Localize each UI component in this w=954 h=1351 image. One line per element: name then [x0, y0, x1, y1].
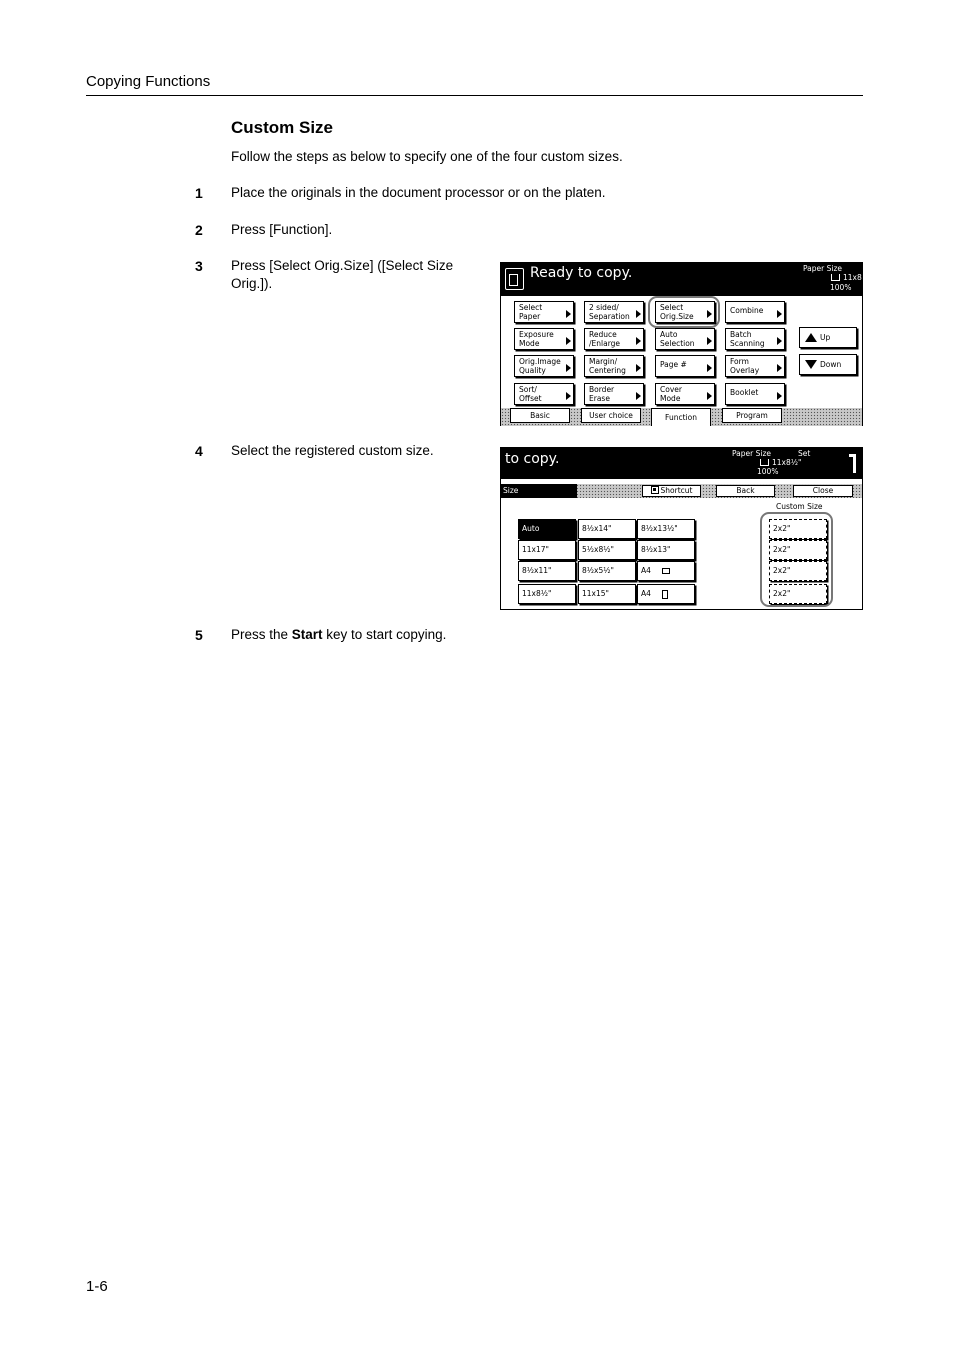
paper-tray-icon [831, 274, 840, 281]
size-title: Size [501, 484, 577, 498]
size-button[interactable]: 11x15" [578, 584, 636, 604]
section-title: Custom Size [231, 118, 334, 137]
page-number-button[interactable]: Page # [655, 355, 715, 377]
arrow-right-icon [707, 337, 712, 345]
custom-size-button[interactable]: 2x2" [769, 584, 827, 604]
size-button[interactable]: 11x8½" [518, 584, 576, 604]
arrow-right-icon [777, 364, 782, 372]
paper-size-value: 11x8½" [760, 458, 801, 467]
size-button[interactable]: 8½x14" [578, 519, 636, 539]
step-number: 1 [195, 185, 203, 201]
running-header: Copying Functions [86, 73, 211, 90]
close-button[interactable]: Close [793, 485, 853, 497]
arrow-right-icon [777, 337, 782, 345]
combine-button[interactable]: Combine [725, 301, 785, 323]
size-auto-button[interactable]: Auto [518, 519, 576, 539]
cover-mode-button[interactable]: Cover Mode [655, 383, 715, 405]
highlight-ring [648, 296, 720, 328]
step-number: 3 [195, 258, 203, 274]
form-overlay-button[interactable]: Form Overlay [725, 355, 785, 377]
back-button[interactable]: Back [716, 485, 775, 497]
reduce-enlarge-button[interactable]: Reduce /Enlarge [584, 328, 644, 350]
arrow-right-icon [636, 392, 641, 400]
arrow-right-icon [566, 392, 571, 400]
status-message: to copy. [505, 451, 560, 467]
copy-count-digit [853, 454, 856, 473]
arrow-right-icon [707, 364, 712, 372]
arrow-right-icon [777, 310, 782, 318]
exposure-mode-button[interactable]: Exposure Mode [514, 328, 574, 350]
original-size-screen-panel [500, 447, 863, 610]
2-sided-separation-button[interactable]: 2 sided/ Separation [584, 301, 644, 323]
down-button[interactable]: Down [799, 354, 857, 375]
size-button[interactable]: 8½x13" [637, 540, 695, 560]
tab-user-choice[interactable]: User choice [581, 408, 641, 423]
shortcut-button[interactable]: Shortcut [642, 485, 701, 497]
panel-status-bar [501, 448, 862, 479]
size-button[interactable]: 5½x8½" [578, 540, 636, 560]
step-number: 4 [195, 443, 203, 459]
set-label: Set [798, 449, 811, 458]
border-erase-button[interactable]: Border Erase [584, 383, 644, 405]
sort-offset-button[interactable]: Sort/ Offset [514, 383, 574, 405]
step-text: Press [Function]. [231, 222, 333, 237]
custom-size-button[interactable]: 2x2" [769, 561, 827, 581]
panel-status-bar [501, 263, 862, 296]
arrow-right-icon [777, 392, 782, 400]
size-button[interactable]: 11x17" [518, 540, 576, 560]
booklet-button[interactable]: Booklet [725, 383, 785, 405]
up-button[interactable]: Up [799, 327, 857, 348]
arrow-right-icon [566, 337, 571, 345]
paper-size-label: Paper Size [732, 449, 772, 458]
intro-text: Follow the steps as below to specify one of the four custom sizes. [231, 149, 623, 164]
arrow-right-icon [566, 364, 571, 372]
batch-scanning-button[interactable]: Batch Scanning [725, 328, 785, 350]
highlight-ring [760, 512, 833, 607]
arrow-down-icon [805, 360, 817, 369]
arrow-right-icon [636, 337, 641, 345]
step-number: 2 [195, 222, 203, 238]
step-number: 5 [195, 627, 203, 643]
select-paper-button[interactable]: Select Paper [514, 301, 574, 323]
document-icon [505, 268, 524, 290]
step-text: Press [Select Orig.Size] ([Select Size Orig.]). [231, 258, 454, 291]
tab-program[interactable]: Program [722, 408, 782, 423]
select-orig-size-button[interactable]: Select Orig.Size [655, 301, 715, 323]
zoom-value: 100% [757, 467, 779, 476]
step-text: Place the originals in the document processor or on the platen. [231, 185, 606, 200]
zoom-value: 100% [830, 283, 852, 292]
step-text: Press the Start key to start copying. [231, 627, 447, 642]
arrow-right-icon [636, 364, 641, 372]
size-button[interactable]: 8½x13½" [637, 519, 695, 539]
custom-size-button[interactable]: 2x2" [769, 519, 827, 539]
page-number: 1-6 [86, 1278, 108, 1295]
portrait-orientation-icon [662, 590, 668, 599]
tab-basic[interactable]: Basic [510, 408, 570, 423]
function-screen-panel [500, 262, 863, 426]
margin-centering-button[interactable]: Margin/ Centering [584, 355, 644, 377]
arrow-right-icon [636, 310, 641, 318]
status-message: Ready to copy. [530, 265, 633, 281]
landscape-orientation-icon [662, 568, 670, 574]
size-a4-portrait-button[interactable]: A4 [637, 584, 695, 604]
paper-size-value: 11x8 [831, 273, 862, 282]
paper-tray-icon [760, 459, 769, 466]
paper-size-label: Paper Size [803, 264, 843, 273]
size-button[interactable]: 8½x5½" [578, 561, 636, 581]
custom-size-label: Custom Size [776, 502, 823, 511]
size-a4-landscape-button[interactable]: A4 [637, 561, 695, 581]
auto-selection-button[interactable]: Auto Selection [655, 328, 715, 350]
arrow-up-icon [805, 333, 817, 342]
shortcut-icon [651, 486, 659, 494]
arrow-right-icon [566, 310, 571, 318]
step-text: Select the registered custom size. [231, 443, 434, 458]
header-rule [86, 95, 863, 96]
orig-image-quality-button[interactable]: Orig.Image Quality [514, 355, 574, 377]
tab-function[interactable]: Function [651, 408, 711, 426]
custom-size-button[interactable]: 2x2" [769, 540, 827, 560]
arrow-right-icon [707, 392, 712, 400]
size-button[interactable]: 8½x11" [518, 561, 576, 581]
